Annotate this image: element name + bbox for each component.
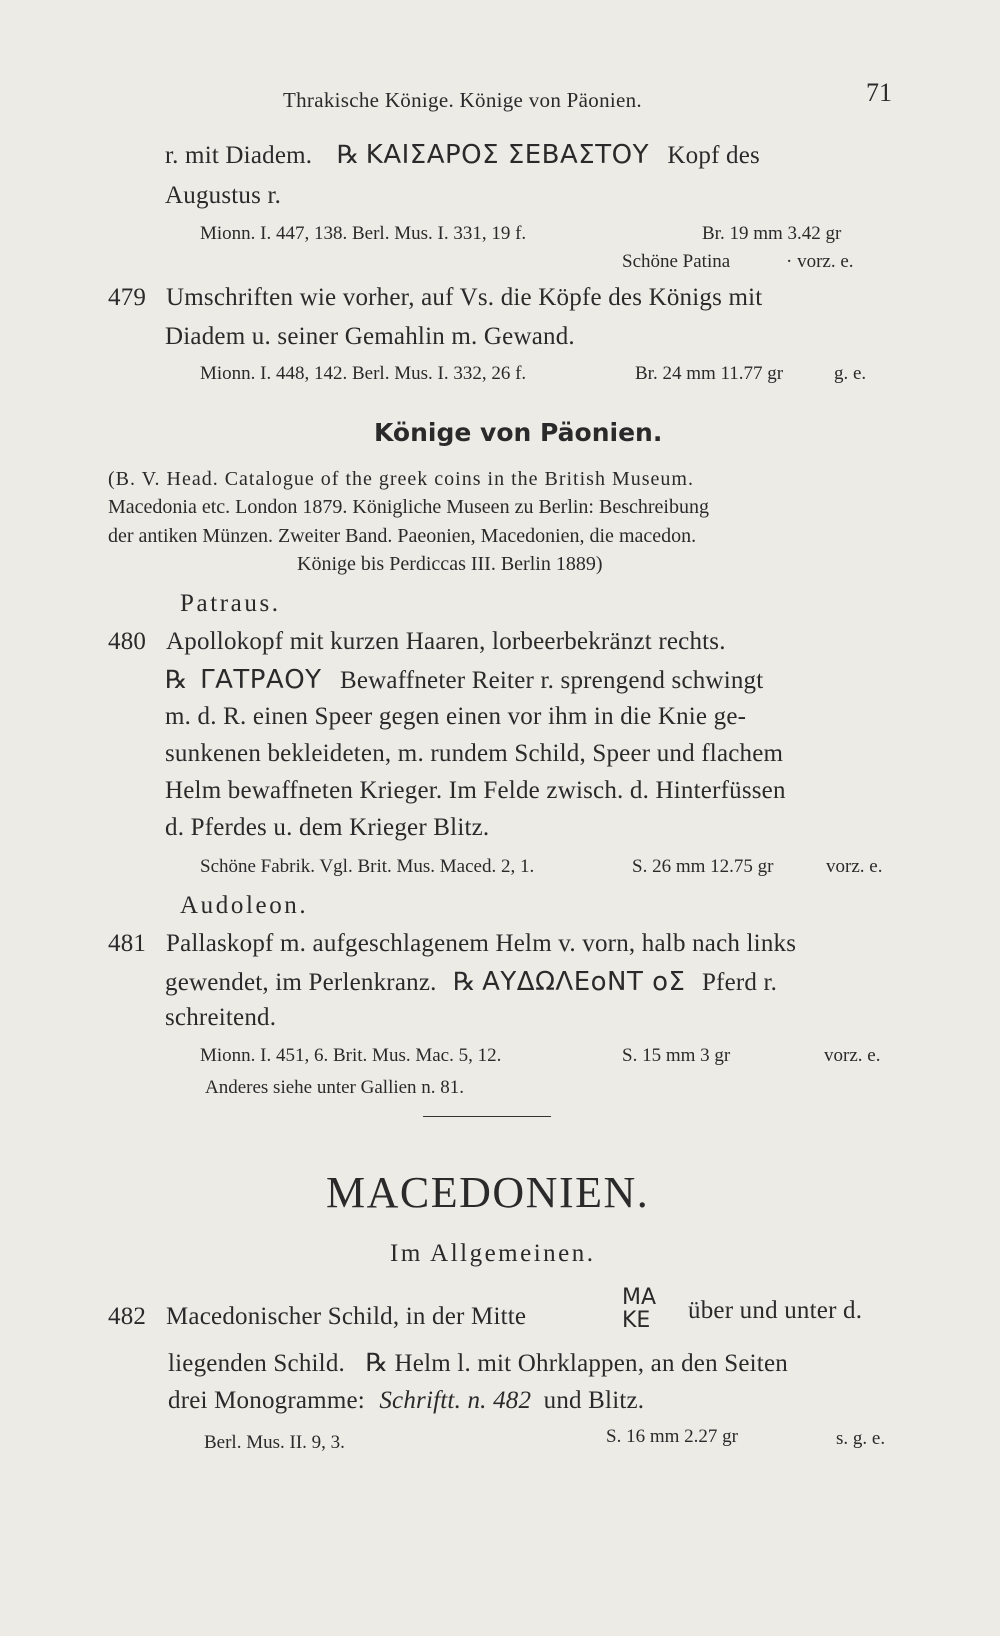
entry-482-size-weight: S. 16 mm 2.27 gr: [606, 1426, 738, 1447]
entry-481-text: gewendet, im Perlenkranz.: [165, 969, 437, 996]
entry-480-line1: [108, 628, 726, 656]
ruler-name: Audoleon.: [180, 892, 309, 919]
reverse-symbol: ℞: [336, 142, 360, 169]
bibliography-line: (B. V. Head. Catalogue of the greek coins in the British Museum.: [108, 468, 694, 490]
entry-479-reference: Mionn. I. 448, 142. Berl. Mus. I. 332, 26 f.: [200, 363, 527, 384]
entry-481-line1: [108, 930, 796, 958]
entry-480-line2: [165, 665, 763, 695]
reverse-symbol: ℞: [365, 1350, 389, 1377]
entry-480-line6: d. Pferdes u. dem Krieger Blitz.: [165, 814, 490, 841]
entry-478-text: Kopf des: [667, 142, 760, 169]
entry-480-text: Apollokopf mit kurzen Haaren, lorbeerbekränzt rechts.: [166, 628, 726, 655]
bibliography-line: der antiken Münzen. Zweiter Band. Paeonien, Macedonien, die macedon.: [108, 525, 697, 547]
running-header: Thrakische Könige. Könige von Päonien.: [283, 88, 642, 112]
section-divider: [423, 1116, 551, 1117]
entry-482-reference: Berl. Mus. II. 9, 3.: [204, 1432, 345, 1453]
entry-478-text: r. mit Diadem.: [165, 142, 313, 169]
section-heading-paeonia: Könige von Päonien.: [374, 418, 663, 447]
greek-legend: ΑΥΔΩΛΕοΝΤ οΣ: [482, 967, 686, 997]
entry-478-size-weight: Br. 19 mm 3.42 gr: [702, 223, 842, 244]
entry-479-grade: g. e.: [834, 363, 867, 384]
entry-482-line3: [168, 1387, 644, 1415]
entry-478-line2: Augustus r.: [165, 182, 282, 209]
entry-482-text: liegenden Schild.: [168, 1350, 345, 1377]
entry-482-line1a: [108, 1303, 526, 1331]
entry-480-text: Bewaffneter Reiter r. sprengend schwingt: [340, 667, 764, 694]
entry-481-reference: Mionn. I. 451, 6. Brit. Mus. Mac. 5, 12.: [200, 1045, 502, 1066]
reverse-symbol: ℞: [165, 667, 188, 694]
entry-480-grade: vorz. e.: [826, 856, 883, 877]
greek-legend: ΚΑΙΣΑΡΟΣ ΣΕΒΑΣΤΟΥ: [365, 140, 649, 170]
entry-480-line4: sunkenen bekleideten, m. rundem Schild, Speer und flachem: [165, 740, 784, 767]
entry-478-line1: [165, 140, 760, 170]
entry-number: 482: [108, 1303, 147, 1330]
entry-482-line1b: über und unter d.: [688, 1297, 863, 1324]
entry-481-text: Pallaskopf m. aufgeschlagenem Helm v. vorn, halb nach links: [166, 930, 797, 957]
entry-481-grade: vorz. e.: [824, 1045, 881, 1066]
monogram-ma-ke: [622, 1285, 657, 1333]
greek-legend: ΓΑΤΡΑΟΥ: [200, 665, 322, 695]
entry-481-size-weight: S. 15 mm 3 gr: [622, 1045, 731, 1066]
entry-number: 479: [108, 284, 147, 311]
entry-481-line2: [165, 967, 777, 997]
entry-479-line1: [108, 284, 762, 312]
entry-number: 481: [108, 930, 147, 957]
entry-482-text: drei Monogramme:: [168, 1387, 365, 1414]
entry-478-patina: Schöne Patina: [622, 251, 731, 272]
entry-481-note: Anderes siehe unter Gallien n. 81.: [205, 1077, 465, 1098]
subsection-heading: Im Allgemeinen.: [390, 1240, 596, 1267]
entry-479-size-weight: Br. 24 mm 11.77 gr: [635, 363, 784, 384]
entry-478-grade: · vorz. e.: [786, 251, 854, 272]
entry-481-text: Pferd r.: [701, 969, 778, 996]
entry-479-text: Umschriften wie vorher, auf Vs. die Köpfe des Königs mit: [166, 284, 763, 311]
monogram-bottom: KE: [622, 1308, 651, 1333]
entry-479-line2: Diadem u. seiner Gemahlin m. Gewand.: [165, 323, 575, 350]
entry-482-text: Macedonischer Schild, in der Mitte: [166, 1303, 527, 1330]
entry-480-line3: m. d. R. einen Speer gegen einen vor ihm in die Knie ge-: [165, 703, 747, 730]
page-number: 71: [866, 78, 892, 107]
ruler-name: Patraus.: [180, 590, 281, 617]
reverse-symbol: ℞: [453, 969, 476, 996]
entry-482-line2: [168, 1348, 788, 1378]
entry-482-grade: s. g. e.: [836, 1428, 886, 1449]
entry-number: 480: [108, 628, 147, 655]
entry-480-size-weight: S. 26 mm 12.75 gr: [632, 856, 774, 877]
entry-482-text: Helm l. mit Ohrklappen, an den Seiten: [394, 1350, 788, 1377]
bibliography-line: Könige bis Perdiccas III. Berlin 1889): [297, 553, 603, 575]
bibliography-line: Macedonia etc. London 1879. Königliche Museen zu Berlin: Beschreibung: [108, 496, 709, 518]
entry-481-line3: schreitend.: [165, 1004, 277, 1031]
entry-480-reference: Schöne Fabrik. Vgl. Brit. Mus. Maced. 2, 1.: [200, 856, 535, 877]
entry-482-text: und Blitz.: [543, 1387, 645, 1414]
monogram-top: MA: [622, 1285, 657, 1310]
entry-478-reference: Mionn. I. 447, 138. Berl. Mus. I. 331, 19 f.: [200, 223, 527, 244]
entry-480-line5: Helm bewaffneten Krieger. Im Felde zwisch. d. Hinterfüssen: [165, 777, 786, 804]
monogram-reference: Schriftt. n. 482: [379, 1387, 532, 1414]
section-heading-macedonia: MACEDONIEN.: [326, 1168, 650, 1217]
